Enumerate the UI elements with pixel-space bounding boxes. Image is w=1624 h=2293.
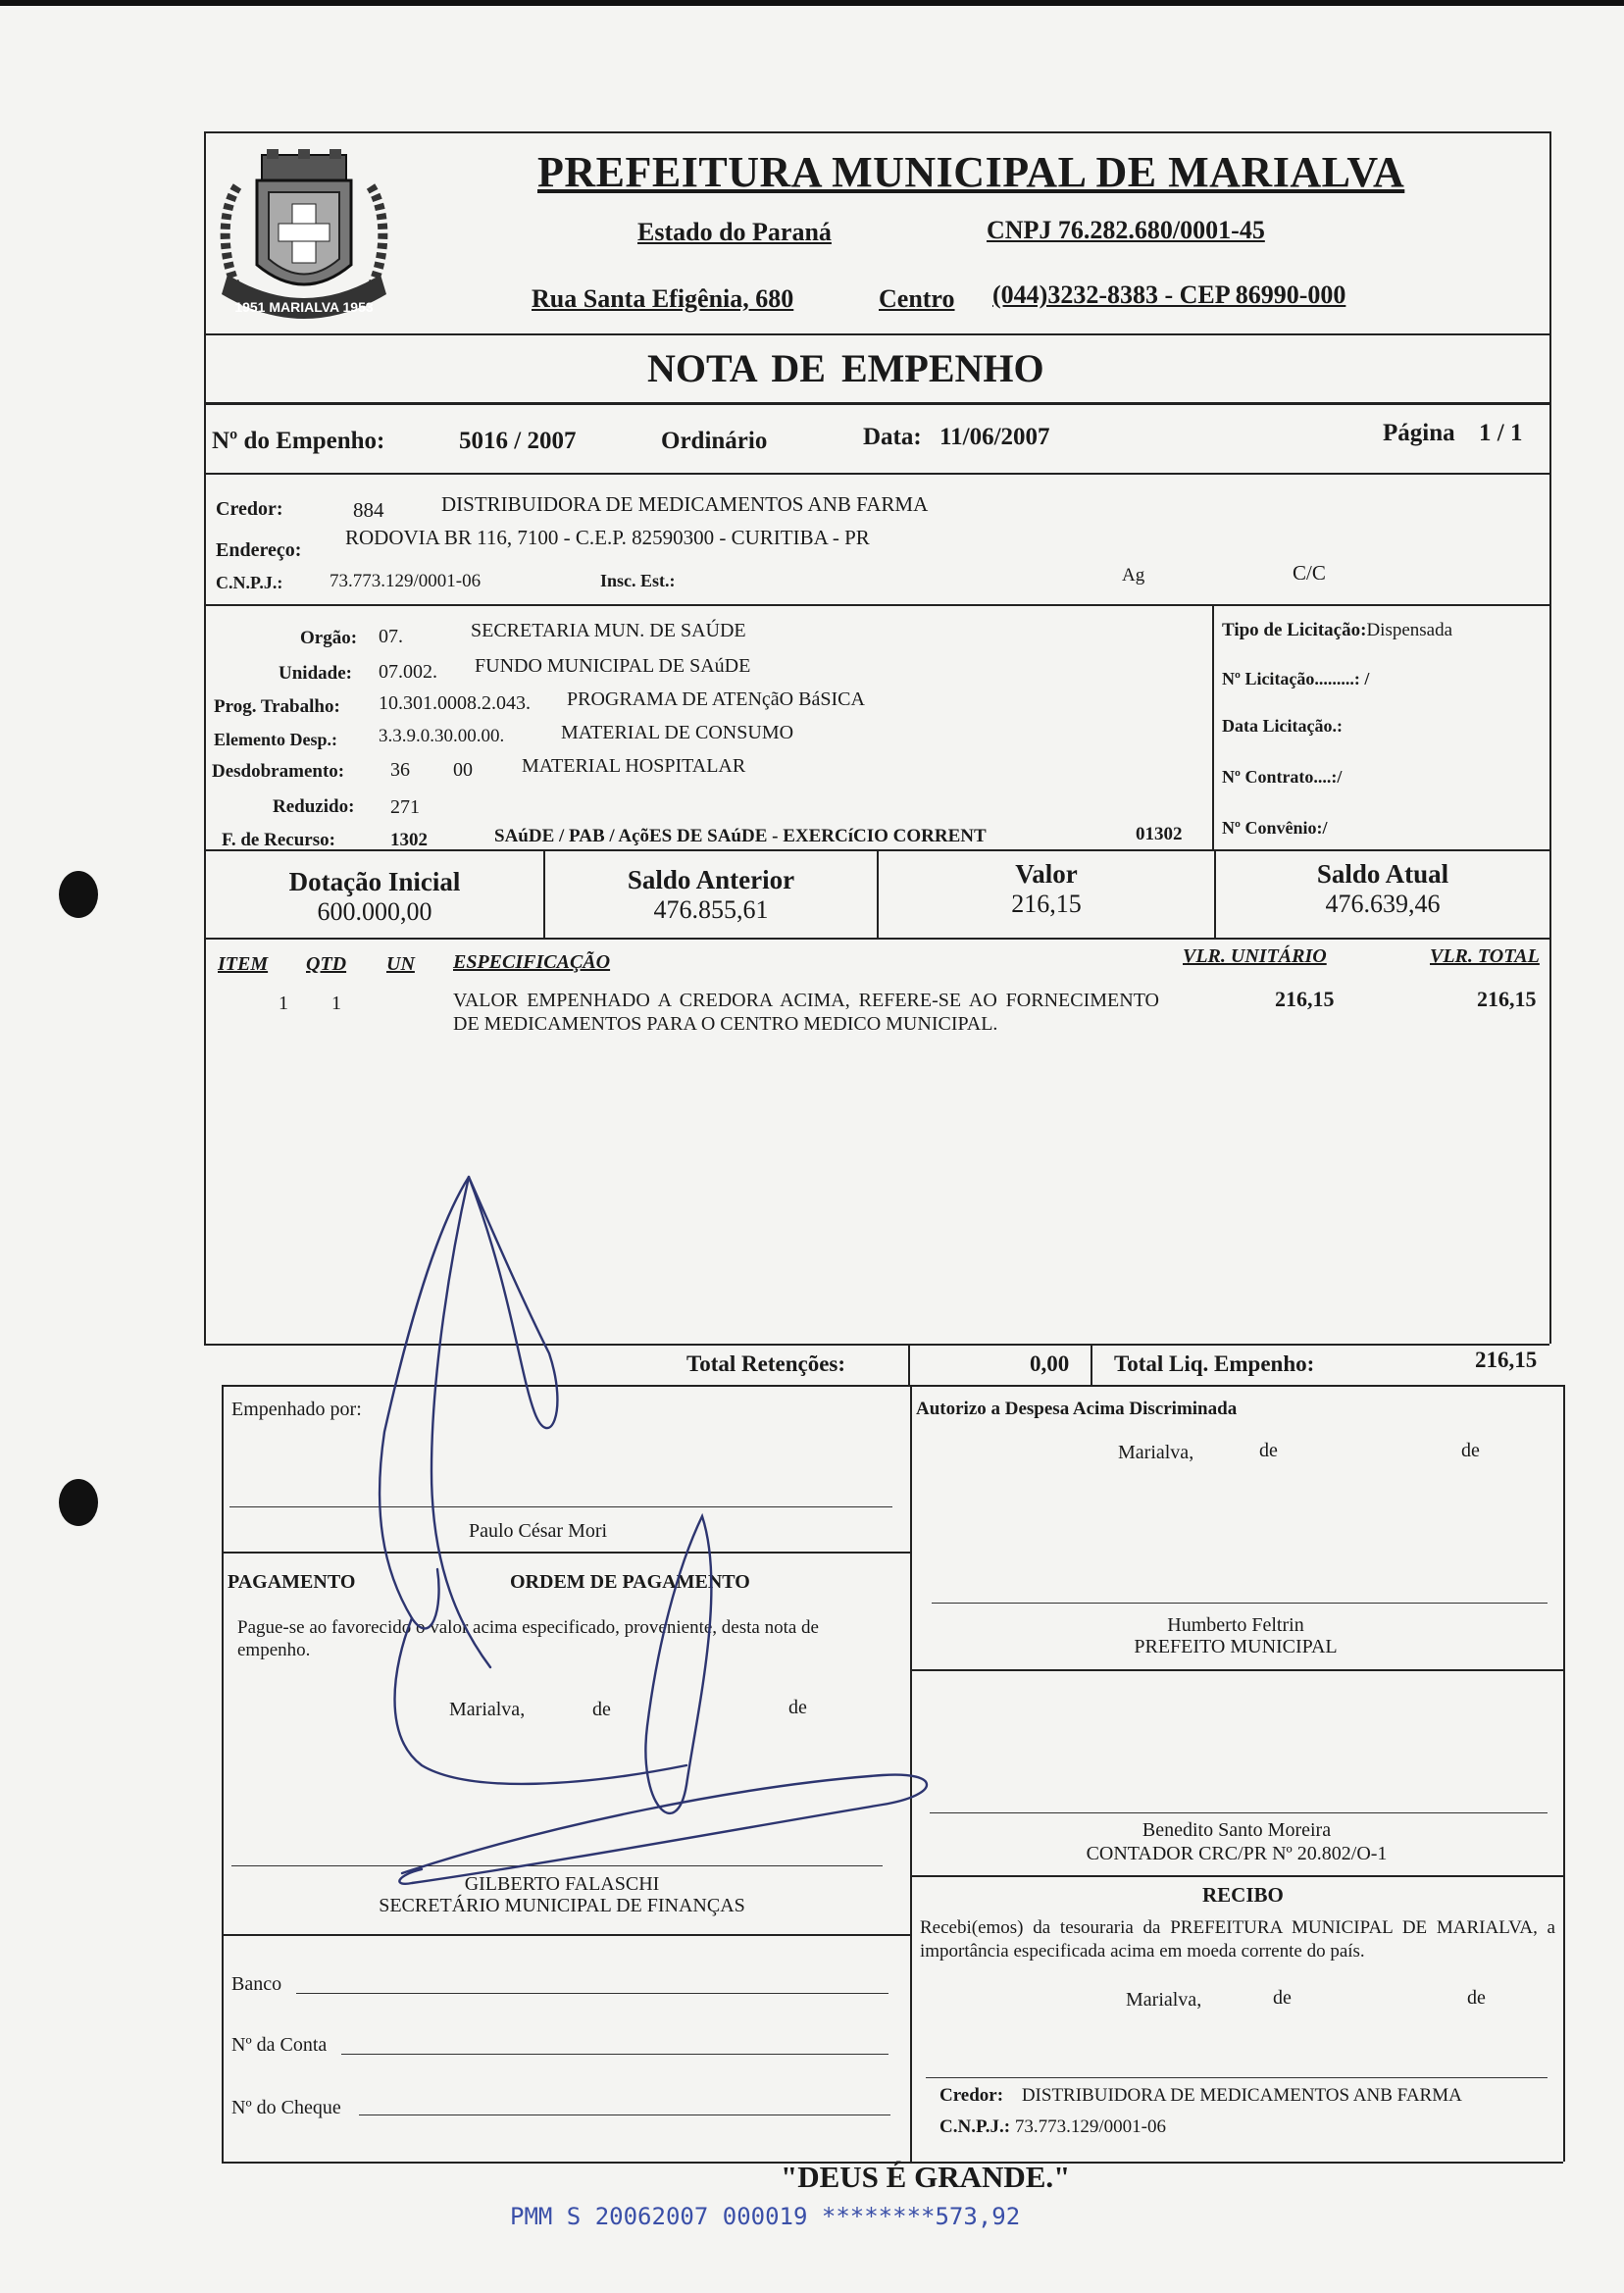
desdobramento-name: MATERIAL HOSPITALAR: [522, 755, 746, 777]
reduzido-value: 271: [390, 796, 420, 818]
balance-label: Valor: [1015, 859, 1078, 889]
autorizo-heading: Autorizo a Despesa Acima Discriminada: [916, 1399, 1238, 1419]
empenhado-por-name: Paulo César Mori: [469, 1520, 608, 1542]
recibo-heading: RECIBO: [1202, 1883, 1284, 1907]
retencoes-value: 0,00: [1030, 1351, 1070, 1376]
accountant-title: CONTADOR CRC/PR Nº 20.802/O-1: [1086, 1843, 1388, 1864]
row-spec: VALOR EMPENHADO A CREDORA ACIMA, REFERE-SE AO FORNECIMENTO DE MEDICAMENTOS PARA O CENTRO MEDICO MUNICIPAL.: [453, 990, 1159, 1035]
retencoes-label: Total Retenções:: [686, 1351, 846, 1376]
col-header-unit-price: VLR. UNITÁRIO: [1183, 945, 1327, 967]
municipality-title: PREFEITURA MUNICIPAL DE MARIALVA: [537, 148, 1405, 196]
banco-label: Banco: [231, 1973, 282, 1995]
col-header-qtd: QTD: [306, 953, 347, 975]
orgao-name: SECRETARIA MUN. DE SAÚDE: [471, 620, 746, 641]
orgao-code: 07.: [379, 626, 403, 647]
balance-value: 476.855,61: [653, 895, 769, 924]
place-marialva: Marialva,: [1126, 1989, 1202, 2011]
punch-hole-bottom: [59, 1479, 98, 1526]
district: Centro: [879, 284, 955, 313]
date-de: de: [1461, 1440, 1480, 1461]
licitacao-number-label: Nº Licitação.........: /: [1222, 669, 1370, 688]
empenhado-por-label: Empenhado por:: [231, 1399, 362, 1420]
desdobramento-label: Desdobramento:: [212, 761, 345, 782]
date-de: de: [1467, 1987, 1486, 2009]
page-number: 1 / 1: [1479, 420, 1523, 446]
recibo-text: Recebi(emos) da tesouraria da PREFEITURA MUNICIPAL DE MARIALVA, a importância especificada acima em moeda corrente do país.: [920, 1917, 1555, 1962]
mayor-title: PREFEITO MUNICIPAL: [1134, 1636, 1338, 1657]
col-header-item: ITEM: [218, 953, 269, 975]
reduzido-label: Reduzido:: [273, 796, 355, 817]
cnpj-label: C.N.P.J.:: [216, 573, 283, 592]
recibo-cnpj-label: C.N.P.J.:: [939, 2116, 1011, 2137]
row-item: 1: [279, 993, 288, 1014]
prog-trabalho-name: PROGRAMA DE ATENçãO BáSICA: [567, 688, 865, 710]
conta-field[interactable]: [341, 2054, 888, 2055]
licitacao-date-label: Data Licitação.:: [1222, 716, 1343, 736]
municipal-coat-of-arms: [208, 147, 400, 339]
svg-text:1951 MARIALVA 1953: 1951 MARIALVA 1953: [234, 299, 374, 315]
date-de: de: [788, 1697, 807, 1718]
phone-cep: (044)3232-8383 - CEP 86990-000: [992, 280, 1346, 309]
date-de: de: [1273, 1987, 1292, 2009]
creditor-code: 884: [353, 498, 384, 522]
creditor-address: RODOVIA BR 116, 7100 - C.E.P. 82590300 - CURITIBA - PR: [345, 526, 870, 549]
licitacao-type-label: Tipo de Licitação:: [1222, 620, 1367, 640]
balance-label: Saldo Anterior: [627, 865, 795, 894]
creditor-cnpj: 73.773.129/0001-06: [330, 571, 482, 591]
empenho-type: Ordinário: [661, 428, 768, 454]
motto: "DEUS É GRANDE.": [781, 2160, 1071, 2194]
unidade-label: Unidade:: [279, 663, 352, 684]
balance-value: 476.639,46: [1325, 890, 1441, 918]
recibo-credor-label: Credor:: [939, 2085, 1004, 2106]
pagamento-heading: PAGAMENTO: [228, 1571, 356, 1593]
convenio-number-label: Nº Convênio:/: [1222, 818, 1328, 838]
prog-trabalho-code: 10.301.0008.2.043.: [379, 692, 531, 714]
row-unit-price: 216,15: [1275, 987, 1335, 1011]
creditor-label: Credor:: [216, 498, 283, 520]
empenho-number-label: Nº do Empenho:: [212, 428, 385, 454]
scan-edge: [0, 0, 1624, 6]
creditor-name: DISTRIBUIDORA DE MEDICAMENTOS ANB FARMA: [441, 492, 929, 516]
pague-se-text: Pague-se ao favorecido o valor acima especificado, proveniente, desta nota de empenho.: [237, 1617, 819, 1660]
street-address: Rua Santa Efigênia, 680: [532, 284, 794, 313]
address-label: Endereço:: [216, 539, 302, 561]
unidade-code: 07.002.: [379, 661, 437, 683]
state-name: Estado do Paraná: [637, 218, 832, 246]
unidade-name: FUNDO MUNICIPAL DE SAúDE: [475, 655, 751, 677]
col-header-un: UN: [386, 953, 415, 975]
account-label: C/C: [1293, 561, 1326, 585]
col-header-spec: ESPECIFICAÇÃO: [453, 951, 611, 973]
col-header-total: VLR. TOTAL: [1430, 945, 1540, 967]
ordem-pagamento-heading: ORDEM DE PAGAMENTO: [510, 1571, 750, 1593]
balance-value: 600.000,00: [317, 897, 432, 926]
elemento-label: Elemento Desp.:: [214, 730, 337, 749]
place-marialva: Marialva,: [449, 1699, 526, 1720]
recibo-credor-name: DISTRIBUIDORA DE MEDICAMENTOS ANB FARMA: [1021, 2085, 1462, 2106]
balance-value: 216,15: [1011, 890, 1082, 918]
orgao-label: Orgão:: [300, 628, 358, 648]
row-total: 216,15: [1477, 987, 1537, 1011]
elemento-name: MATERIAL DE CONSUMO: [561, 722, 794, 743]
accountant-name: Benedito Santo Moreira: [1142, 1819, 1332, 1841]
date-de: de: [592, 1699, 611, 1720]
date-label: Data:: [863, 424, 922, 450]
insc-est-label: Insc. Est.:: [600, 571, 676, 590]
prog-trabalho-label: Prog. Trabalho:: [214, 696, 340, 717]
page-label: Página: [1383, 420, 1455, 446]
balance-label: Saldo Atual: [1316, 859, 1449, 889]
liquido-label: Total Liq. Empenho:: [1114, 1351, 1315, 1376]
empenho-date: 11/06/2007: [939, 424, 1050, 450]
date-de: de: [1259, 1440, 1278, 1461]
secretary-name: GILBERTO FALASCHI: [464, 1873, 660, 1895]
contract-number-label: Nº Contrato....:/: [1222, 767, 1343, 787]
empenho-number: 5016 / 2007: [459, 428, 577, 454]
recibo-cnpj-value: 73.773.129/0001-06: [1014, 2116, 1166, 2137]
place-marialva: Marialva,: [1118, 1442, 1194, 1463]
row-qtd: 1: [331, 993, 341, 1014]
desdobramento-code: 36: [390, 759, 410, 781]
agency-label: Ag: [1122, 565, 1145, 586]
banco-field[interactable]: [296, 1993, 888, 1994]
cnpj-header: CNPJ 76.282.680/0001-45: [987, 216, 1265, 244]
secretary-title: SECRETÁRIO MUNICIPAL DE FINANÇAS: [379, 1895, 745, 1916]
mayor-name: Humberto Feltrin: [1167, 1614, 1304, 1636]
recurso-number: 01302: [1136, 824, 1183, 844]
balance-label: Dotação Inicial: [288, 867, 461, 896]
cheque-label: Nº do Cheque: [231, 2097, 341, 2118]
conta-label: Nº da Conta: [231, 2034, 328, 2056]
desdobramento-sub: 00: [453, 759, 473, 781]
document-title: NOTA DE EMPENHO: [647, 346, 1044, 390]
elemento-code: 3.3.9.0.30.00.00.: [379, 726, 505, 746]
bank-stamp: PMM S 20062007 000019 ********573,92: [510, 2203, 1021, 2230]
licitacao-type-value: Dispensada: [1366, 620, 1453, 640]
recurso-label: F. de Recurso:: [222, 830, 335, 850]
recurso-code: 1302: [390, 830, 428, 850]
punch-hole-top: [59, 871, 98, 918]
liquido-value: 216,15: [1475, 1348, 1538, 1372]
recurso-name: SAúDE / PAB / AçõES DE SAúDE - EXERCíCIO CORRENT: [494, 826, 987, 846]
